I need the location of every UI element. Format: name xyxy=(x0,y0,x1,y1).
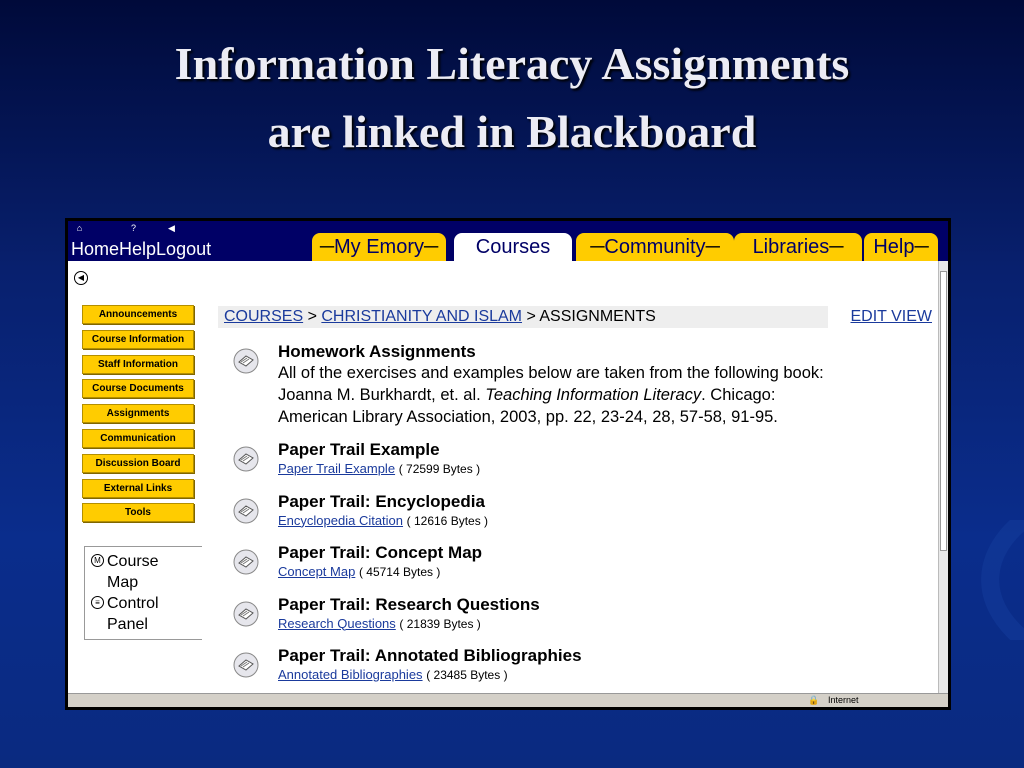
blackboard-header xyxy=(68,221,948,261)
blackboard-screenshot xyxy=(65,218,951,710)
nav-communication-button[interactable]: Communication xyxy=(82,429,194,448)
assignment-icon xyxy=(232,497,260,525)
tools-box xyxy=(84,546,202,640)
header-links xyxy=(71,239,211,259)
item-title: Paper Trail: Research Questions xyxy=(278,594,540,614)
list-item xyxy=(228,439,928,491)
course-map-link[interactable]: M Course Map xyxy=(89,551,198,593)
file-size: ( 12616 Bytes ) xyxy=(406,513,489,528)
item-file-link[interactable]: Annotated Bibliographies xyxy=(278,667,423,682)
home-link[interactable]: Home xyxy=(71,239,120,259)
slide-title xyxy=(0,30,1024,166)
file-size: ( 23485 Bytes ) xyxy=(426,668,508,682)
file-size: ( 72599 Bytes ) xyxy=(398,462,481,476)
file-size: ( 21839 Bytes ) xyxy=(399,616,481,631)
scrollbar-thumb[interactable] xyxy=(940,271,947,551)
logout-icon[interactable]: ◀ xyxy=(168,223,175,233)
breadcrumb xyxy=(218,306,934,328)
nav-course-documents-button[interactable]: Course Documents xyxy=(82,379,194,398)
item-description: All of the exercises and examples below are taken from the following book: Joanna M. Burkhardt, et. al. Teaching Information Literacy. Chicago: American Library Association, 2003, pp. 22, 23-24, 28, 57-58, 91-95. xyxy=(278,364,824,426)
tab-courses[interactable]: Courses xyxy=(454,233,572,261)
help-link[interactable]: Help xyxy=(119,239,157,259)
course-map-icon: M xyxy=(91,554,104,567)
item-title: Homework Assignments xyxy=(278,342,476,361)
home-icon[interactable]: ⌂ xyxy=(76,223,83,233)
assignment-icon xyxy=(232,548,260,576)
lock-icon: 🔒 xyxy=(808,695,820,705)
help-icon[interactable]: ? xyxy=(130,223,136,233)
nav-course-information-button[interactable]: Course Information xyxy=(82,330,194,349)
assignment-icon xyxy=(232,445,260,473)
list-item xyxy=(228,341,928,439)
nav-external-links-button[interactable]: External Links xyxy=(82,479,194,498)
item-title: Paper Trail: Encyclopedia xyxy=(278,491,485,511)
slide-title-line-2: are linked in Blackboard xyxy=(267,106,757,157)
assignment-icon xyxy=(232,347,260,375)
breadcrumb-course-link[interactable]: CHRISTIANITY AND ISLAM xyxy=(321,308,523,325)
breadcrumb-separator: > xyxy=(307,308,317,325)
vertical-scrollbar[interactable] xyxy=(938,261,948,693)
item-file-link[interactable]: Encyclopedia Citation xyxy=(278,512,404,528)
course-menu xyxy=(82,305,194,528)
status-bar xyxy=(68,693,948,707)
item-title: Paper Trail: Concept Map xyxy=(278,543,483,562)
control-panel-link[interactable]: ≡ Control Panel xyxy=(89,593,198,635)
list-item xyxy=(228,594,928,646)
nav-tools-button[interactable]: Tools xyxy=(82,503,194,522)
internet-zone-label: Internet xyxy=(828,695,859,705)
item-file-link[interactable]: Concept Map xyxy=(278,564,356,579)
assignment-icon xyxy=(232,600,260,628)
tab-libraries[interactable]: Libraries─ xyxy=(734,233,862,261)
logout-link[interactable]: Logout xyxy=(156,239,212,259)
back-arrow-icon[interactable]: ◀ xyxy=(74,271,88,285)
item-title: Paper Trail Example xyxy=(278,440,440,459)
tab-community[interactable]: ─Community─ xyxy=(576,233,734,261)
list-item xyxy=(228,542,928,594)
nav-assignments-button[interactable]: Assignments xyxy=(82,404,194,423)
item-file-link[interactable]: Paper Trail Example xyxy=(278,461,396,476)
tab-help[interactable]: Help─ xyxy=(864,233,938,261)
control-panel-icon: ≡ xyxy=(91,596,104,609)
list-item xyxy=(228,645,928,697)
decorative-swoosh xyxy=(944,520,1024,640)
file-size: ( 45714 Bytes ) xyxy=(358,565,441,579)
item-title: Paper Trail: Annotated Bibliographies xyxy=(278,646,582,665)
item-file-link[interactable]: Research Questions xyxy=(278,615,396,631)
nav-discussion-board-button[interactable]: Discussion Board xyxy=(82,454,194,473)
nav-announcements-button[interactable]: Announcements xyxy=(82,305,194,324)
list-item xyxy=(228,491,928,543)
content-area xyxy=(68,261,938,693)
assignments-list xyxy=(228,341,928,697)
breadcrumb-current: ASSIGNMENTS xyxy=(539,308,656,325)
breadcrumb-courses-link[interactable]: COURSES xyxy=(224,308,304,325)
breadcrumb-separator: > xyxy=(526,308,536,325)
slide-title-line-1: Information Literacy Assignments xyxy=(174,38,850,89)
assignment-icon xyxy=(232,651,260,679)
edit-view-link[interactable]: EDIT VIEW xyxy=(828,306,934,328)
tab-my-emory[interactable]: ─My Emory─ xyxy=(312,233,446,261)
nav-staff-information-button[interactable]: Staff Information xyxy=(82,355,194,374)
